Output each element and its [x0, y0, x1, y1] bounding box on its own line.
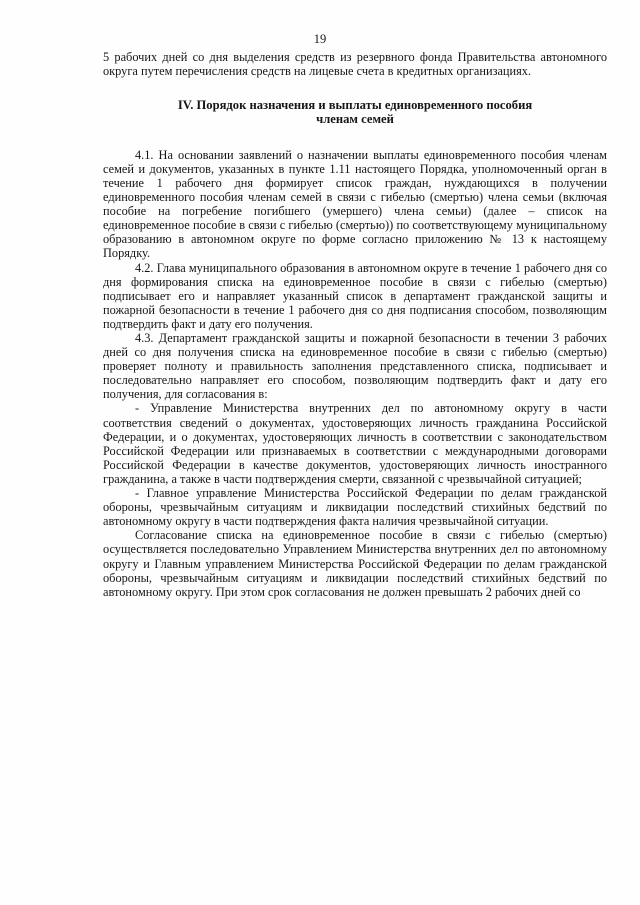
- paragraph-approval: Согласование списка на единовременное пособие в связи с гибелью (смертью) осуществляется последовательно Управлением Министерства внутренних дел по автономному округу и Главным управлением Министерства Российской Федерации по делам гражданской обороны, чрезвычайным ситуациям и ликвидации последствий стихийных бедствий по автономному округу. При этом срок согласования не должен превышать 2 рабочих дней со: [103, 528, 607, 599]
- page-number: 19: [313, 32, 327, 46]
- section-heading-line-2: членам семей: [316, 112, 394, 127]
- intro-paragraph: 5 рабочих дней со дня выделения средств из резервного фонда Правительства автономного округа путем перечисления средств на лицевые счета в кредитных организациях.: [103, 50, 607, 79]
- document-body: [103, 50, 607, 599]
- section-heading: [103, 98, 607, 127]
- list-item-mvd: - Управление Министерства внутренних дел по автономному округу в части соответствия сведений о документах, удостоверяющих личность гражданина Российской Федерации, и о документах, удостоверяющих личность в соответствии с законодательством Российской Федерации или признаваемых в соответствии с международными договорами Российской Федерации в качестве документов, удостоверяющих личность иностранного гражданина, а также в части подтверждения смерти, связанной с чрезвычайной ситуацией;: [103, 401, 607, 486]
- paragraph-4-3: 4.3. Департамент гражданской защиты и пожарной безопасности в течении 3 рабочих дней со дня получения списка на единовременное пособие в связи с гибелью (смертью) проверяет полноту и правильность заполнения представленного списка, подписывает и последовательно направляет его способом, позволяющим подтвердить факт и дату его получения, для согласования в:: [103, 331, 607, 402]
- section-heading-line-1: IV. Порядок назначения и выплаты единовременного пособия: [177, 98, 533, 113]
- paragraph-4-1: 4.1. На основании заявлений о назначении выплаты единовременного пособия членам семей и документов, указанных в пункте 1.11 настоящего Порядка, уполномоченный орган в течение 1 рабочего дня формирует список граждан, нуждающихся в получении единовременного пособия членам семей в связи с гибелью (смертью) члена семьи (включая пособие на погребение погибшего (умершего) члена семьи) (далее – список на единовременное пособие в связи с гибелью (смертью)) по соответствующему муниципальному образованию в автономном округе по форме согласно приложению № 13 к настоящему Порядку.: [103, 147, 607, 261]
- list-item-mchs: - Главное управление Министерства Российской Федерации по делам гражданской обороны, чрезвычайным ситуациям и ликвидации последствий стихийных бедствий по автономному округу в части подтверждения факта наличия чрезвычайной ситуации.: [103, 486, 607, 529]
- paragraph-4-2: 4.2. Глава муниципального образования в автономном округе в течение 1 рабочего дня со дня формирования списка на единовременное пособие в связи с гибелью (смертью) подписывает его и направляет указанный список в департамент гражданской защиты и пожарной безопасности в течение 1 рабочего дня со дня подписания способом, позволяющим подтвердить факт и дату его получения.: [103, 260, 607, 331]
